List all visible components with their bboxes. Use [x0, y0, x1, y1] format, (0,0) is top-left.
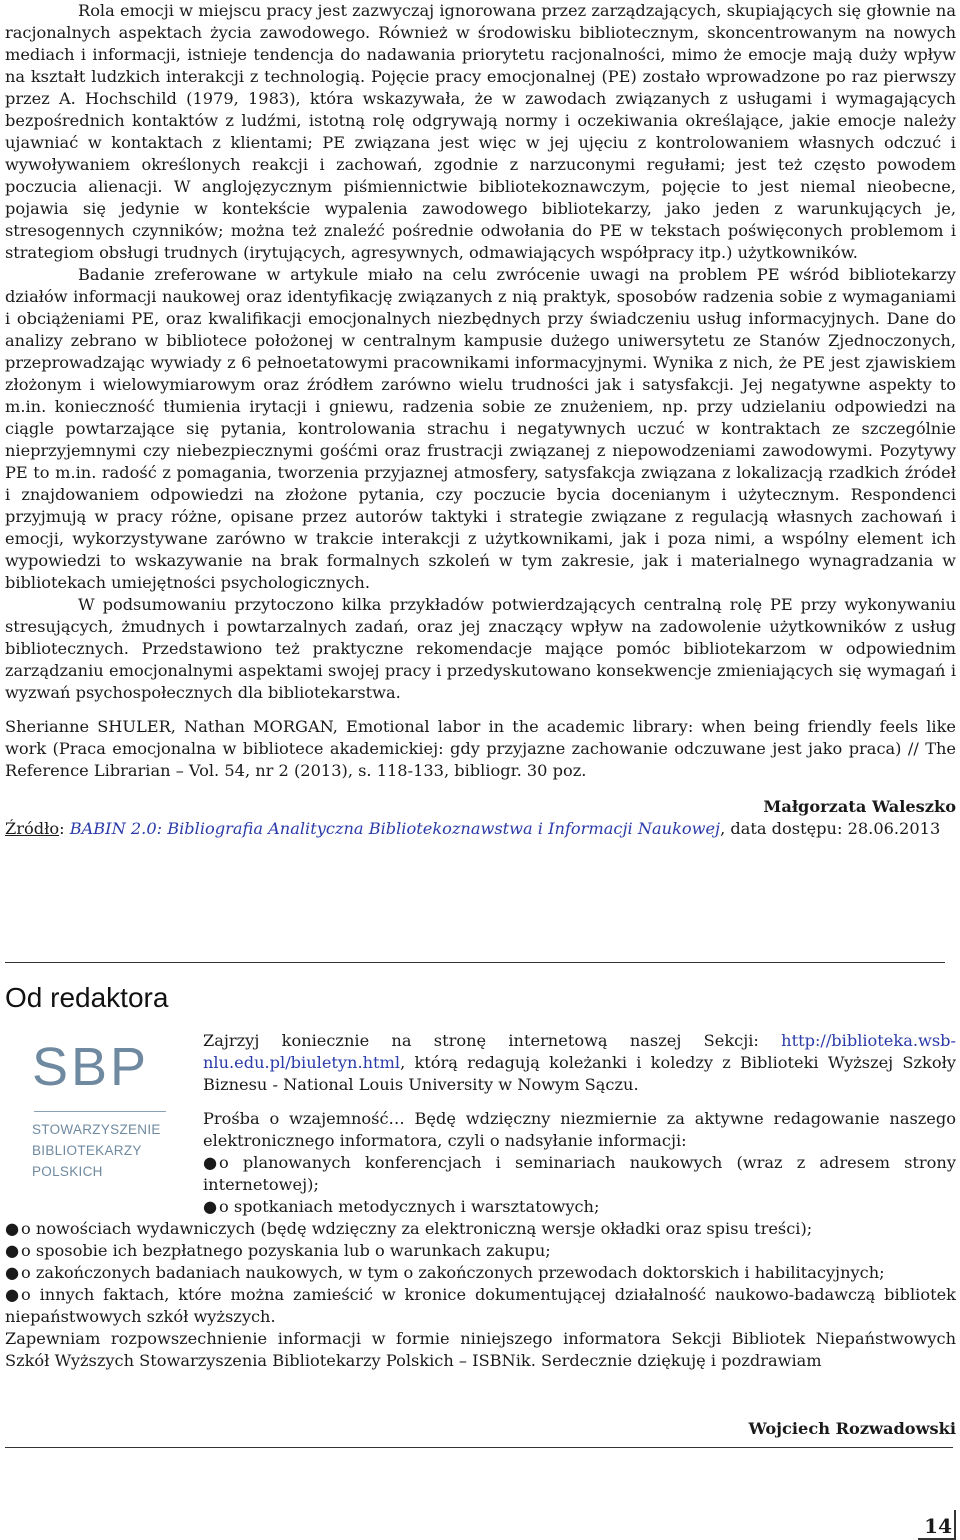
- sbp-logo-line-3: POLSKICH: [32, 1164, 103, 1179]
- editor-closing: Zapewniam rozpowszechnienie informacji w formie niniejszego informatora Sekcji Bibliotek Niepaństwowych Szkół Wyższych Stowarzyszenia Bibliotekarzy Polskich – ISBNik. Serdecznie dziękuję i pozdrawiam: [5, 1329, 956, 1370]
- bibliographic-citation: Sherianne SHULER, Nathan MORGAN, Emotional labor in the academic library: when being friendly feels like work (Praca emocjonalna w bibliotece akademickiej: gdy przyjazne zachowanie odczuwane jest jako praca) // The Reference Librarian – Vol. 54, nr 2 (2013), s. 118-133, bibliogr. 30 poz.: [5, 717, 956, 780]
- bullet-item: [5, 1240, 956, 1262]
- editor-signature: Wojciech Rozwadowski: [748, 1419, 956, 1438]
- bullet-item: [203, 1152, 956, 1196]
- page-number: 14: [924, 1514, 952, 1538]
- source-line: [5, 818, 956, 840]
- bullet-item: [203, 1196, 956, 1218]
- sbp-logo-letters: SBP: [32, 1037, 150, 1097]
- editor-intro: [203, 1030, 956, 1096]
- sbp-logo-line-2: BIBLIOTEKARZY: [32, 1143, 142, 1158]
- section-divider: [5, 962, 945, 963]
- bullet-glyph: ●: [203, 1197, 218, 1216]
- article-paragraph-1: Rola emocji w miejscu pracy jest zazwyczaj ignorowana przez zarządzających, skupiających się głownie na racjonalnych aspektach życia zawodowego. Również w środowisku bibliotecznym, skoncentrowanym na nowych mediach i informacji, istnieje tendencja do nadawania priorytetu racjonalności, mimo że emocje mają duży wpływ na kształt ludzkich interakcji z technologią. Pojęcie pracy emocjonalnej (PE) zostało wprowadzone po raz pierwszy przez A. Hochschild (1979, 1983), która wskazywała, że w zawodach związanych z usługami i wymagających bezpośrednich kontaktów z ludźmi, istotną rolę odgrywają normy i oczekiwania określające, jakie emocje należy ujawniać w kontaktach z klientami; PE związana jest więc w jej ujęciu z kontrolowaniem własnych odczuć i wywoływaniem określonych reakcji i zachowań, zgodnie z narzuconymi regułami; jest też często powodem poczucia alienacji. W anglojęzycznym piśmiennictwie bibliotekoznawczym, pojęcie to jest niemal nieobecne, pojawia się jedynie w kontekście wypalenia zawodowego bibliotekarzy, jako jeden z warunkujących je, stresogennych czynników; można też znaleźć pośrednie odwołania do PE w tekstach poświęconych problemom i strategiom obsługi trudnych (irytujących, agresywnych, odmawiających współpracy itp.) użytkowników.: [5, 1, 956, 262]
- bullet-glyph: ●: [203, 1153, 218, 1172]
- article-author: Małgorzata Waleszko: [763, 797, 956, 816]
- biuletyn-link[interactable]: http://biblioteka.wsb-nlu.edu.pl/biuletyn.html: [203, 1031, 956, 1072]
- bullet-glyph: ●: [5, 1263, 20, 1282]
- editor-intro-column: [203, 1030, 956, 1218]
- bullet-item: [5, 1262, 956, 1284]
- editor-request: Prośba o wzajemność… Będę wdzięczny niezmiernie za aktywne redagowanie naszego elektronicznego informatora, czyli o nadsyłanie informacji:: [203, 1109, 956, 1150]
- bullet-text: o innych faktach, które można zamieścić w kronice dokumentującej działalność naukowo-badawczą bibliotek niepaństwowych szkół wyższych.: [5, 1285, 956, 1326]
- bullet-item: [5, 1284, 956, 1328]
- bullet-text: o sposobie ich bezpłatnego pozyskania lub o warunkach zakupu;: [21, 1241, 551, 1260]
- editor-heading: Od redaktora: [5, 982, 169, 1013]
- bullet-glyph: ●: [5, 1241, 20, 1260]
- source-access-date: , data dostępu: 28.06.2013: [720, 819, 941, 838]
- article-paragraph-3: W podsumowaniu przytoczono kilka przykładów potwierdzających centralną rolę PE przy wykonywaniu stresujących, żmudnych i powtarzalnych zadań, oraz jej znaczący wpływ na zadowolenie użytkowników z usług bibliotecznych. Przedstawiono też praktyczne rekomendacje mające pomóc bibliotekarzom w odpowiednim zarządzaniu emocjonalnymi aspektami swojej pracy i przedyskutowano konsekwencje zmieniających się wymagań i wyzwań psychospołecznych dla bibliotekarstwa.: [5, 595, 956, 702]
- article-paragraph-2: Badanie zreferowane w artykule miało na celu zwrócenie uwagi na problem PE wśród bibliotekarzy działów informacji naukowej oraz identyfikację związanych z nią praktyk, sposobów radzenia sobie z wymaganiami i obciążeniami PE, oraz kwalifikacji emocjonalnych niezbędnych przy świadczeniu usług informacyjnych. Dane do analizy zebrano w bibliotece położonej w centralnym kampusie dużego uniwersytetu ze Stanów Zjednoczonych, przeprowadzając wywiady z 6 pełnoetatowymi pracownikami informacyjnymi. Wynika z nich, że PE jest zjawiskiem złożonym i wielowymiarowym oraz źródłem zarówno wielu trudności jak i satysfakcji. Jej negatywne aspekty to m.in. konieczność tłumienia irytacji i gniewu, radzenia sobie ze znużeniem, np. przy udzielaniu odpowiedzi na ciągle powtarzające się pytania, kontrolowania strachu i negatywnych uczuć w kontraktach ze szczególnie nieprzyjemnymi czy niebezpiecznymi gośćmi oraz frustracji związanej z niepowodzeniami zawodowymi. Pozytywy PE to m.in. radość z pomagania, tworzenia przyjaznej atmosfery, satysfakcja związana z lokalizacją rzadkich źródeł i znajdowaniem odpowiedzi na złożone pytania, czy poczucie bycia docenianym i użytecznym. Respondenci przyjmują w pracy różne, opisane przez autorów taktyki i strategie związane z regulacją własnych zachowań i emocji, wykorzystywane zarówno w trakcie interakcji z użytkownikami, jak i poza nimi, a wspólny element ich wypowiedzi to wskazywanie na brak formalnych szkoleń w tym zakresie, jak i materialnego wynagradzania w bibliotekach umiejętności psychologicznych.: [5, 265, 956, 592]
- bullet-glyph: ●: [5, 1219, 20, 1238]
- bullet-item: [5, 1218, 956, 1240]
- source-label: Źródło: [5, 819, 60, 838]
- article-section: [5, 0, 956, 840]
- footer-rule: [5, 1447, 953, 1448]
- source-link[interactable]: BABIN 2.0: Bibliografia Analityczna Bibliotekoznawstwa i Informacji Naukowej: [69, 819, 721, 838]
- bullet-text: o planowanych konferencjach i seminariach naukowych (wraz z adresem strony internetowej);: [203, 1153, 956, 1194]
- sbp-logo-line-1: STOWARZYSZENIE: [32, 1122, 161, 1137]
- bullet-text: o nowościach wydawniczych (będę wdzięczny za elektroniczną wersje okładki oraz spisu treści);: [21, 1219, 813, 1238]
- bullet-text: o zakończonych badaniach naukowych, w tym o zakończonych przewodach doktorskich i habilitacyjnych;: [21, 1263, 885, 1282]
- editor-section: [5, 1030, 956, 1372]
- editor-intro-text-a: Zajrzyj koniecznie na stronę internetową naszej Sekcji:: [203, 1031, 782, 1050]
- bullet-glyph: ●: [5, 1285, 20, 1304]
- editor-intro-text-b: , którą redagują koleżanki i koledzy z Biblioteki Wyższej Szkoły Biznesu - National Louis University w Nowym Sączu.: [203, 1053, 956, 1094]
- source-colon: :: [59, 819, 70, 838]
- bullet-text: o spotkaniach metodycznych i warsztatowych;: [219, 1197, 600, 1216]
